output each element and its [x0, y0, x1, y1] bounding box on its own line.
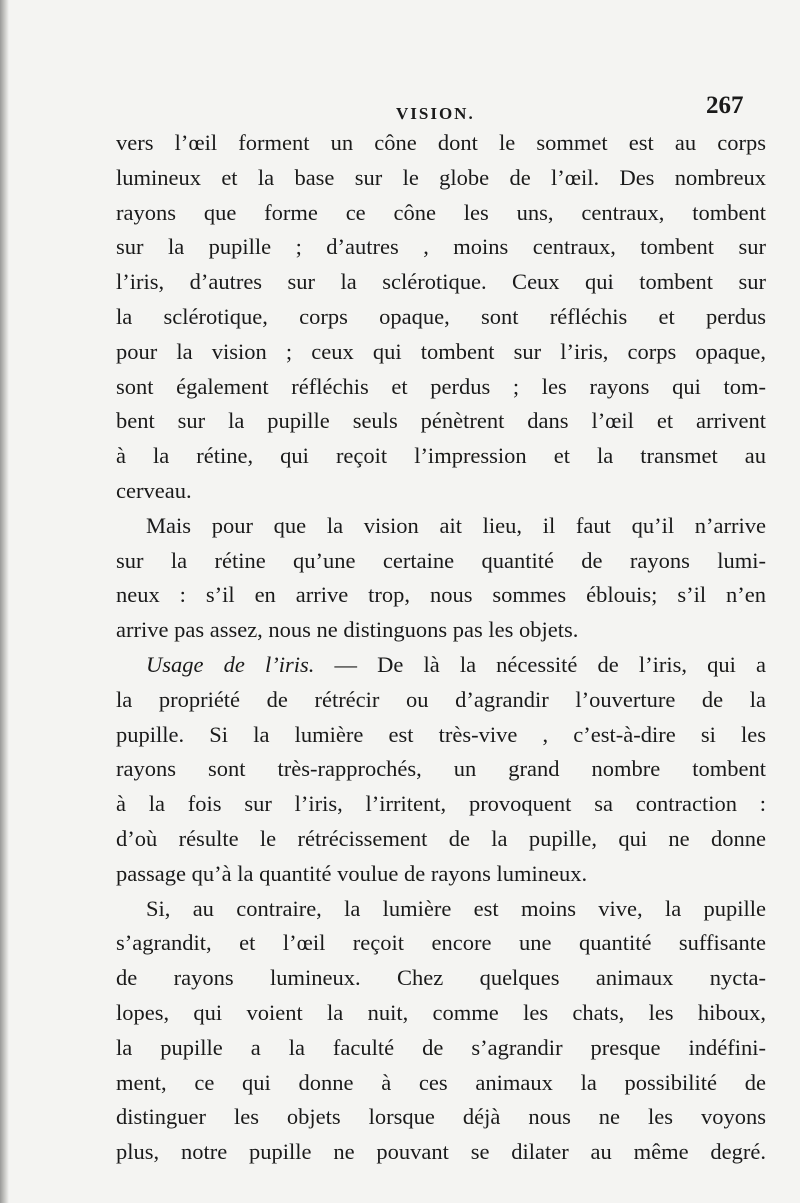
text-line: passage qu’à la quantité voulue de rayons lumineux. — [116, 860, 588, 886]
text-line: bent sur la pupille seuls pénètrent dans l’œil et arrivent — [116, 408, 766, 434]
text-line: l’iris, d’autres sur la sclérotique. Ceux qui tombent sur — [116, 269, 766, 295]
text-line: lumineux et la base sur le globe de l’œil. Des nombreux — [116, 164, 766, 190]
body-text — [116, 126, 766, 1170]
text-line: neux : s’il en arrive trop, nous sommes éblouis; s’il n’en — [116, 582, 766, 608]
text-line: vers l’œil forment un cône dont le sommet est au corps — [116, 130, 766, 155]
running-title: VISION. — [396, 104, 475, 123]
text-line: à la rétine, qui reçoit l’impression et la transmet au — [116, 443, 766, 469]
text-line: de rayons lumineux. Chez quelques animaux nycta- — [116, 965, 766, 991]
section-heading: Usage de l’iris. — [146, 651, 315, 677]
text-line: sont également réfléchis et perdus ; les rayons qui tom- — [116, 373, 766, 399]
text-line: distinguer les objets lorsque déjà nous ne les voyons — [116, 1104, 766, 1130]
text-line: pupille. Si la lumière est très-vive , c’est-à-dire si les — [116, 721, 766, 747]
text-line: ment, ce qui donne à ces animaux la possibilité de — [116, 1069, 766, 1095]
text-line: Si, au contraire, la lumière est moins vive, la pupille — [146, 895, 766, 921]
page-binding-shadow — [0, 0, 9, 1203]
text-line: plus, notre pupille ne pouvant se dilater au même degré. — [116, 1139, 766, 1165]
text-line: lopes, qui voient la nuit, comme les chats, les hiboux, — [116, 999, 766, 1025]
text-line: s’agrandit, et l’œil reçoit encore une quantité suffisante — [116, 930, 766, 956]
text-line: la sclérotique, corps opaque, sont réfléchis et perdus — [116, 303, 766, 329]
text-fragment: — De là la nécessité de l’iris, qui a — [334, 651, 766, 677]
text-line: Mais pour que la vision ait lieu, il faut qu’il n’arrive — [146, 512, 766, 538]
text-line: pour la vision ; ceux qui tombent sur l’iris, corps opaque, — [116, 338, 766, 364]
section-heading-line — [116, 648, 766, 683]
text-line: sur la pupille ; d’autres , moins centraux, tombent sur — [116, 234, 766, 260]
text-line: cerveau. — [116, 477, 192, 503]
text-line: rayons sont très-rapprochés, un grand nombre tombent — [116, 756, 766, 782]
text-line: arrive pas assez, nous ne distinguons pas les objets. — [116, 617, 579, 643]
text-line: la pupille a la faculté de s’agrandir presque indéfini- — [116, 1034, 766, 1060]
text-line: sur la rétine qu’une certaine quantité de rayons lumi- — [116, 547, 766, 573]
page-number: 267 — [706, 92, 744, 119]
text-line: à la fois sur l’iris, l’irritent, provoquent sa contraction : — [116, 791, 766, 817]
text-line: d’où résulte le rétrécissement de la pupille, qui ne donne — [116, 825, 766, 851]
text-line: la propriété de rétrécir ou d’agrandir l’ouverture de la — [116, 686, 766, 712]
text-line: rayons que forme ce cône les uns, centraux, tombent — [116, 199, 766, 225]
